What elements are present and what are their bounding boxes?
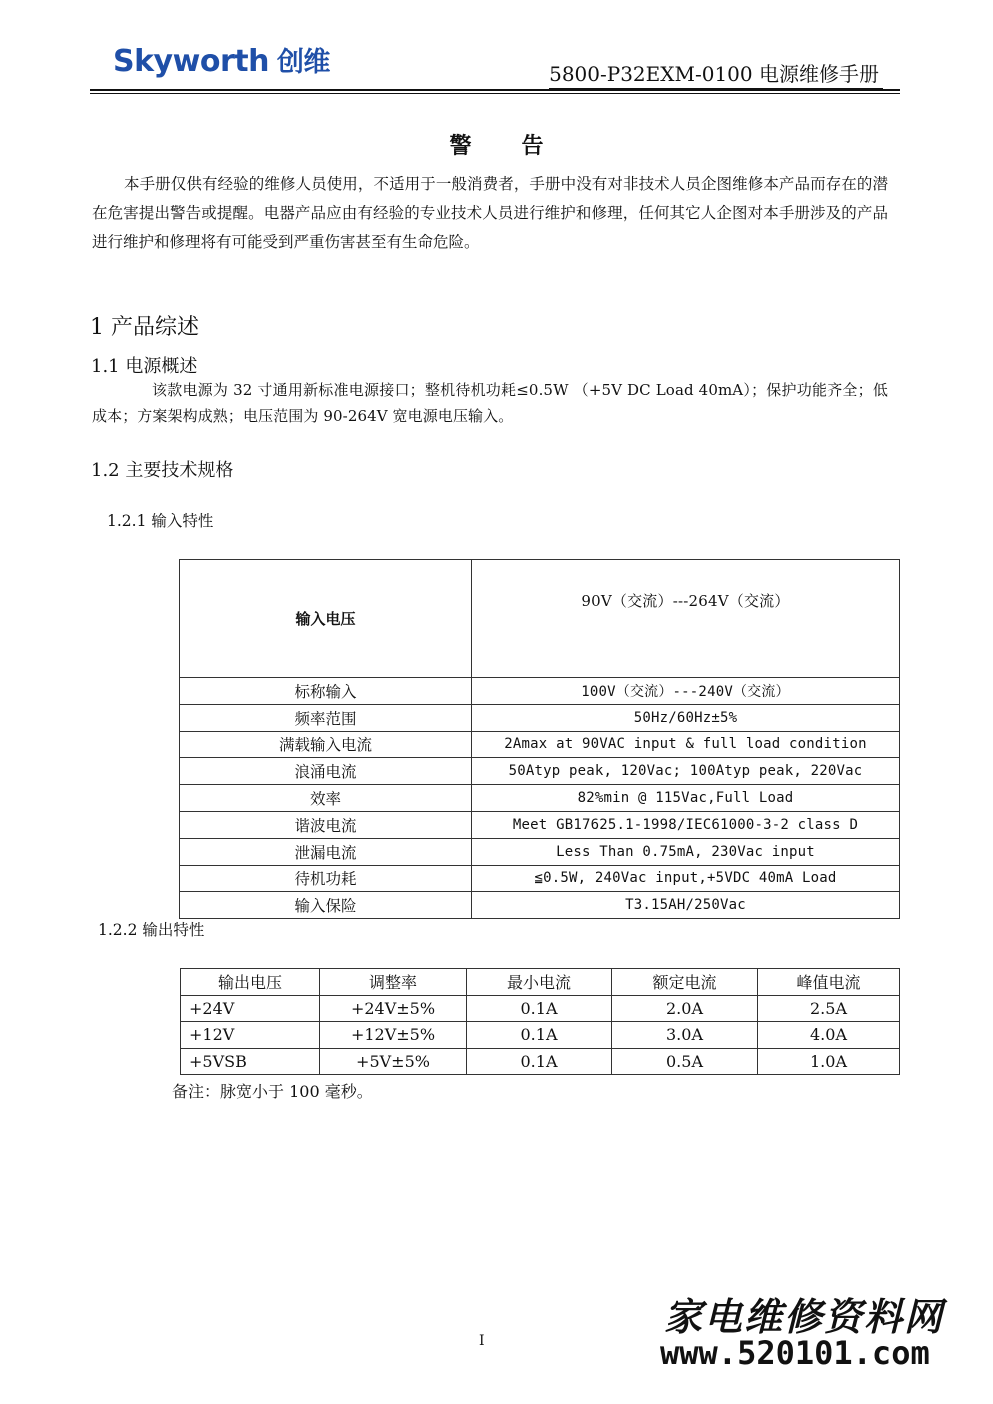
section-1-2-2-heading: 1.2.2 输出特性: [98, 921, 205, 939]
spec-value: 50Hz/60Hz±5%: [472, 704, 900, 731]
spec-label: 效率: [180, 785, 472, 812]
column-header: 额定电流: [612, 969, 758, 996]
spec-label: 频率范围: [180, 704, 472, 731]
table-cell: 0.1A: [467, 1048, 612, 1075]
table-cell: 0.5A: [612, 1048, 758, 1075]
table-row: [180, 811, 900, 838]
input-spec-table: [179, 559, 900, 919]
page-number: I: [479, 1333, 485, 1349]
section-1-heading: 1 产品综述: [90, 315, 199, 340]
spec-label: 泄漏电流: [180, 838, 472, 865]
table-row: [180, 865, 900, 892]
spec-value: Meet GB17625.1-1998/IEC61000-3-2 class D: [472, 811, 900, 838]
spec-label: 输入保险: [180, 892, 472, 919]
spec-value: Less Than 0.75mA, 230Vac input: [472, 838, 900, 865]
table-cell: 2.5A: [758, 995, 900, 1022]
table-cell: +5V±5%: [320, 1048, 467, 1075]
section-1-2-heading: 1.2 主要技术规格: [91, 460, 234, 481]
watermark-url: www.520101.com: [660, 1334, 930, 1372]
output-spec-table: [180, 968, 900, 1075]
brand-logo: [113, 44, 330, 81]
spec-value: 90V（交流）---264V（交流）: [472, 560, 900, 678]
section-1-1-heading: 1.1 电源概述: [91, 356, 198, 377]
table-cell: 2.0A: [612, 995, 758, 1022]
table-row: [180, 838, 900, 865]
brand-name-en: Skyworth: [113, 44, 269, 79]
spec-label: 标称输入: [180, 678, 472, 705]
table-row: [180, 785, 900, 812]
spec-label: 谐波电流: [180, 811, 472, 838]
brand-name-cn: 创维: [276, 47, 330, 78]
table-cell: +12V±5%: [320, 1022, 467, 1049]
table-cell: 3.0A: [612, 1022, 758, 1049]
table-note: 备注：脉宽小于 100 毫秒。: [172, 1082, 373, 1101]
spec-label: 浪涌电流: [180, 758, 472, 785]
document-title: 5800-P32EXM-0100 电源维修手册: [549, 60, 883, 89]
table-row: [181, 995, 900, 1022]
spec-value: 82%min @ 115Vac,Full Load: [472, 785, 900, 812]
spec-value: ≦0.5W, 240Vac input,+5VDC 40mA Load: [472, 865, 900, 892]
spec-value: 100V（交流）---240V（交流）: [472, 678, 900, 705]
table-row: [180, 731, 900, 758]
column-header: 峰值电流: [758, 969, 900, 996]
spec-label: 待机功耗: [180, 865, 472, 892]
spec-value: 2Amax at 90VAC input & full load condition: [472, 731, 900, 758]
header-rule-thin: [90, 93, 900, 94]
table-cell: +5VSB: [181, 1048, 320, 1075]
column-header: 输出电压: [181, 969, 320, 996]
table-header-row: [181, 969, 900, 996]
table-cell: +24V±5%: [320, 995, 467, 1022]
column-header: 最小电流: [467, 969, 612, 996]
spec-label: 输入电压: [180, 560, 472, 678]
watermark-text-cn: 家电维修资料网: [664, 1294, 945, 1339]
table-row: [180, 758, 900, 785]
table-row: [180, 560, 900, 678]
warning-body: 本手册仅供有经验的维修人员使用，不适用于一般消费者，手册中没有对非技术人员企图维修本产品而存在的潜在危害提出警告或提醒。电器产品应由有经验的专业技术人员进行维护和修理，任何其它人企图对本手册涉及的产品进行维护和修理将有可能受到严重伤害甚至有生命危险。: [92, 175, 888, 251]
spec-label: 满载输入电流: [180, 731, 472, 758]
table-row: [180, 678, 900, 705]
table-cell: 4.0A: [758, 1022, 900, 1049]
table-row: [180, 704, 900, 731]
table-cell: 0.1A: [467, 1022, 612, 1049]
table-row: [180, 892, 900, 919]
table-cell: +24V: [181, 995, 320, 1022]
spec-value: 50Atyp peak, 120Vac; 100Atyp peak, 220Vac: [472, 758, 900, 785]
warning-title: 警告: [449, 133, 594, 159]
spec-value: T3.15AH/250Vac: [472, 892, 900, 919]
section-1-2-1-heading: 1.2.1 输入特性: [107, 512, 214, 530]
table-row: [181, 1048, 900, 1075]
column-header: 调整率: [320, 969, 467, 996]
table-cell: +12V: [181, 1022, 320, 1049]
table-cell: 0.1A: [467, 995, 612, 1022]
header-rule: [90, 89, 900, 91]
table-cell: 1.0A: [758, 1048, 900, 1075]
table-row: [181, 1022, 900, 1049]
section-1-1-text: 该款电源为 32 寸通用新标准电源接口；整机待机功耗≤0.5W （+5V DC Load 40mA）；保护功能齐全；低成本；方案架构成熟；电压范围为 90-264V 宽电源电压输入。: [92, 381, 888, 425]
